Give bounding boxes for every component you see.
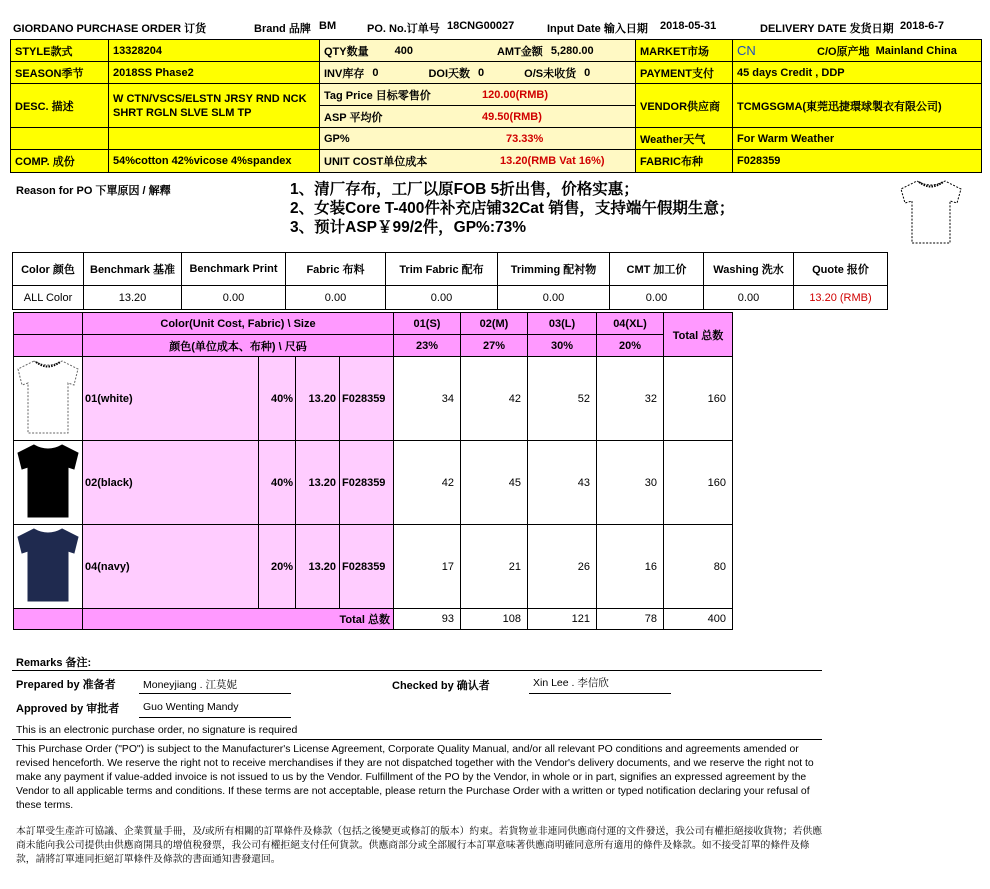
- total-cell: 121: [528, 609, 597, 630]
- terms-english: This Purchase Order ("PO") is subject to the Manufacturer's License Agreement, Corporate Quality Manual, and/or all relevant PO conditions and agreements amended or revised henceforth. We reserve the right not to receive merchandises if they are not dispatched together with the Vendor's delivery documents, and we reserve the right not to make any payment if value-added invoice is not issued to us by the Vendor. Fulfillment of the PO by the Vendor, in whole or in part, signifies an expressed agreement by the Vendor to all applicable terms and conditions. If these terms are not acceptable, please return the Purchase Order with a written or typed notification declaring your refusal of these terms.: [16, 744, 814, 811]
- qty-cell: 17: [394, 525, 461, 609]
- qty-amt-cell: [320, 40, 636, 62]
- inv-value: 0: [372, 66, 379, 79]
- signature-line: [529, 693, 671, 694]
- unit-cost: 13.20: [296, 441, 340, 525]
- total-cell: 93: [394, 609, 461, 630]
- bench-cell: 0.00: [610, 286, 704, 310]
- checked-label: Checked by 确认者: [392, 680, 490, 692]
- total-header: Total 总数: [664, 313, 733, 357]
- color-pct: 40%: [259, 441, 296, 525]
- tag-price-cell: [320, 84, 636, 106]
- bench-header: Color 颜色: [13, 253, 84, 286]
- po-info-grid: [10, 39, 982, 173]
- reason-text: [290, 180, 734, 237]
- bench-cell: 0.00: [182, 286, 286, 310]
- origin-value: Mainland China: [875, 44, 957, 57]
- delivery-date-value: 2018-6-7: [900, 20, 945, 32]
- delivery-date-label: DELIVERY DATE 发货日期: [760, 23, 894, 35]
- fabric-value: F028359: [733, 150, 982, 173]
- qty-cell: 43: [528, 441, 597, 525]
- swatch-header: [14, 335, 83, 357]
- table-row: [14, 525, 733, 609]
- tshirt-navy-icon: [14, 525, 82, 605]
- qty-cell: 32: [597, 357, 664, 441]
- season-value: 2018SS Phase2: [109, 62, 320, 84]
- vendor-value: TCMGSGMA(東莞迅捷環球製衣有限公司): [733, 84, 982, 128]
- table-row: [14, 357, 733, 441]
- origin-label: C/O原产地: [817, 45, 870, 58]
- size-label: 01(S): [394, 313, 461, 335]
- desc-label: DESC. 描述: [11, 84, 109, 128]
- brand-value: BM: [319, 20, 337, 32]
- row-total: 80: [664, 525, 733, 609]
- prepared-label: Prepared by 准备者: [16, 679, 116, 691]
- po-title: GIORDANO PURCHASE ORDER 订货: [13, 23, 207, 35]
- checked-value: Xin Lee . 李信欣: [533, 677, 609, 689]
- size-ratio: 30%: [528, 335, 597, 357]
- market-value: CN: [737, 43, 756, 58]
- amt-value: 5,280.00: [550, 44, 594, 57]
- unit-cost: 13.20: [296, 357, 340, 441]
- qty-cell: 26: [528, 525, 597, 609]
- table-row: [14, 441, 733, 525]
- unit-cost-value: 13.20(RMB Vat 16%): [500, 155, 605, 167]
- bench-header: Benchmark Print: [182, 253, 286, 286]
- fabric-code: F028359: [340, 357, 394, 441]
- input-date-label: Input Date 输入日期: [547, 23, 648, 35]
- input-date-value: 2018-05-31: [660, 20, 717, 32]
- swatch-cell: [14, 525, 83, 609]
- benchmark-table: [12, 252, 888, 310]
- size-header-en: Color(Unit Cost, Fabric) \ Size: [83, 313, 394, 335]
- prepared-value: Moneyjiang . 江莫妮: [143, 679, 237, 691]
- qty-cell: 42: [461, 357, 528, 441]
- gp-cell: [320, 128, 636, 150]
- gp-label: GP%: [324, 132, 350, 145]
- payment-value: 45 days Credit , DDP: [733, 62, 982, 84]
- bench-header: Fabric 布料: [286, 253, 386, 286]
- totals-blank: [14, 609, 83, 630]
- color-pct: 20%: [259, 525, 296, 609]
- gp-value: 73.33%: [506, 132, 544, 145]
- desc-value: W CTN/VSCS/ELSTN JRSY RND NCK SHRT RGLN SLVE SLM TP: [109, 84, 320, 128]
- qty-cell: 30: [597, 441, 664, 525]
- color-name: 02(black): [83, 441, 259, 525]
- signature-line: [139, 693, 291, 694]
- po-number-value: 18CNG00027: [447, 20, 515, 32]
- bench-header: Trim Fabric 配布: [386, 253, 498, 286]
- unit-cost-label: UNIT COST单位成本: [324, 156, 428, 168]
- qty-value: 400: [394, 44, 413, 57]
- payment-label: PAYMENT支付: [636, 62, 733, 84]
- size-label: 04(XL): [597, 313, 664, 335]
- color-name: 04(navy): [83, 525, 259, 609]
- season-label: SEASON季节: [11, 62, 109, 84]
- size-breakdown-table: [13, 312, 733, 630]
- fabric-label: FABRIC布种: [636, 150, 733, 173]
- divider: [12, 739, 822, 740]
- reason-line: 3、预计ASP￥99/2件，GP%:73%: [290, 219, 527, 236]
- tag-price-label: Tag Price 目标零售价: [324, 89, 431, 102]
- inventory-cell: [320, 62, 636, 84]
- reason-line: 1、清厂存布，工厂以原FOB 5折出售，价格实惠；: [290, 181, 639, 198]
- color-pct: 40%: [259, 357, 296, 441]
- divider: [12, 670, 822, 671]
- qty-cell: 52: [528, 357, 597, 441]
- market-cell: [733, 40, 982, 62]
- size-header-cn: 颜色(单位成本、布种) \ 尺码: [83, 335, 394, 357]
- tshirt-sketch-icon: [895, 177, 967, 247]
- qty-cell: 21: [461, 525, 528, 609]
- approved-label: Approved by 审批者: [16, 703, 120, 715]
- qty-cell: 45: [461, 441, 528, 525]
- comp-label: COMP. 成份: [11, 150, 109, 173]
- bench-cell: 13.20 (RMB): [794, 286, 888, 310]
- total-cell: 108: [461, 609, 528, 630]
- fabric-code: F028359: [340, 441, 394, 525]
- inv-label: INV库存: [324, 67, 365, 80]
- electronic-note: This is an electronic purchase order, no signature is required: [16, 724, 298, 736]
- os-value: 0: [584, 66, 591, 79]
- market-label: MARKET市场: [636, 40, 733, 62]
- row-total: 160: [664, 357, 733, 441]
- brand-label: Brand 品牌: [254, 23, 311, 35]
- tshirt-white-icon: [14, 357, 82, 437]
- totals-label: Total 总数: [83, 609, 394, 630]
- doi-label: DOI天数: [428, 67, 471, 80]
- blank-cell: [11, 128, 109, 150]
- asp-cell: [320, 106, 636, 128]
- row-total: 160: [664, 441, 733, 525]
- signature-line: [139, 717, 291, 718]
- qty-cell: 42: [394, 441, 461, 525]
- po-number-label: PO. No.订单号: [367, 23, 440, 35]
- grand-total: 400: [664, 609, 733, 630]
- bench-header: Benchmark 基准: [84, 253, 182, 286]
- doi-value: 0: [478, 66, 485, 79]
- weather-value: For Warm Weather: [733, 128, 982, 150]
- unit-cost-cell: [320, 150, 636, 173]
- comp-value: 54%cotton 42%vicose 4%spandex: [109, 150, 320, 173]
- qty-label: QTY数量: [324, 45, 369, 58]
- reason-line: 2、女装Core T-400件补充店铺32Cat 销售，支持端午假期生意；: [290, 200, 735, 217]
- bench-header: Trimming 配衬物: [498, 253, 610, 286]
- size-ratio: 23%: [394, 335, 461, 357]
- totals-row: [14, 609, 733, 630]
- bench-cell: ALL Color: [13, 286, 84, 310]
- bench-cell: 13.20: [84, 286, 182, 310]
- total-cell: 78: [597, 609, 664, 630]
- size-ratio: 20%: [597, 335, 664, 357]
- swatch-cell: [14, 441, 83, 525]
- vendor-label: VENDOR供应商: [636, 84, 733, 128]
- size-ratio: 27%: [461, 335, 528, 357]
- amt-label: AMT金额: [496, 45, 543, 58]
- bench-cell: 0.00: [704, 286, 794, 310]
- bench-header: Quote 报价: [794, 253, 888, 286]
- style-label: STYLE款式: [11, 40, 109, 62]
- bench-cell: 0.00: [498, 286, 610, 310]
- terms-chinese: 本訂單受生產許可協議、企業質量手冊，及/或所有相關的訂單條件及條款（包括之後變更或修訂的版本）約束。若貨物並非連同供應商付運的文件發送，我公司有權拒絕接收貨物；若供應商未能向我公司提供由供應商開具的增值稅發票，我公司有權拒絕支付任何貨款。供應商部分或全部履行本訂單意味著供應商明確同意所有適用的條件及條款。如不接受訂單的條件及條款，請將訂單連同拒絕訂單條件及條款的書面通知書發還回。: [16, 826, 823, 865]
- bench-cell: 0.00: [386, 286, 498, 310]
- asp-label: ASP 平均价: [324, 111, 383, 124]
- style-value: 13328204: [109, 40, 320, 62]
- tag-price-value: 120.00(RMB): [482, 88, 549, 101]
- qty-cell: 34: [394, 357, 461, 441]
- size-label: 02(M): [461, 313, 528, 335]
- unit-cost: 13.20: [296, 525, 340, 609]
- approved-value: Guo Wenting Mandy: [143, 701, 239, 713]
- swatch-cell: [14, 357, 83, 441]
- bench-header: CMT 加工价: [610, 253, 704, 286]
- qty-cell: 16: [597, 525, 664, 609]
- size-label: 03(L): [528, 313, 597, 335]
- bench-cell: 0.00: [286, 286, 386, 310]
- remarks-label: Remarks 备注:: [16, 657, 92, 669]
- bench-header: Washing 洗水: [704, 253, 794, 286]
- color-name: 01(white): [83, 357, 259, 441]
- reason-label: Reason for PO 下單原因 / 解釋: [16, 185, 171, 197]
- weather-label: Weather天气: [636, 128, 733, 150]
- blank-cell: [109, 128, 320, 150]
- os-label: O/S未收货: [524, 67, 577, 80]
- swatch-header: [14, 313, 83, 335]
- fabric-code: F028359: [340, 525, 394, 609]
- tshirt-black-icon: [14, 441, 82, 521]
- asp-value: 49.50(RMB): [482, 110, 542, 123]
